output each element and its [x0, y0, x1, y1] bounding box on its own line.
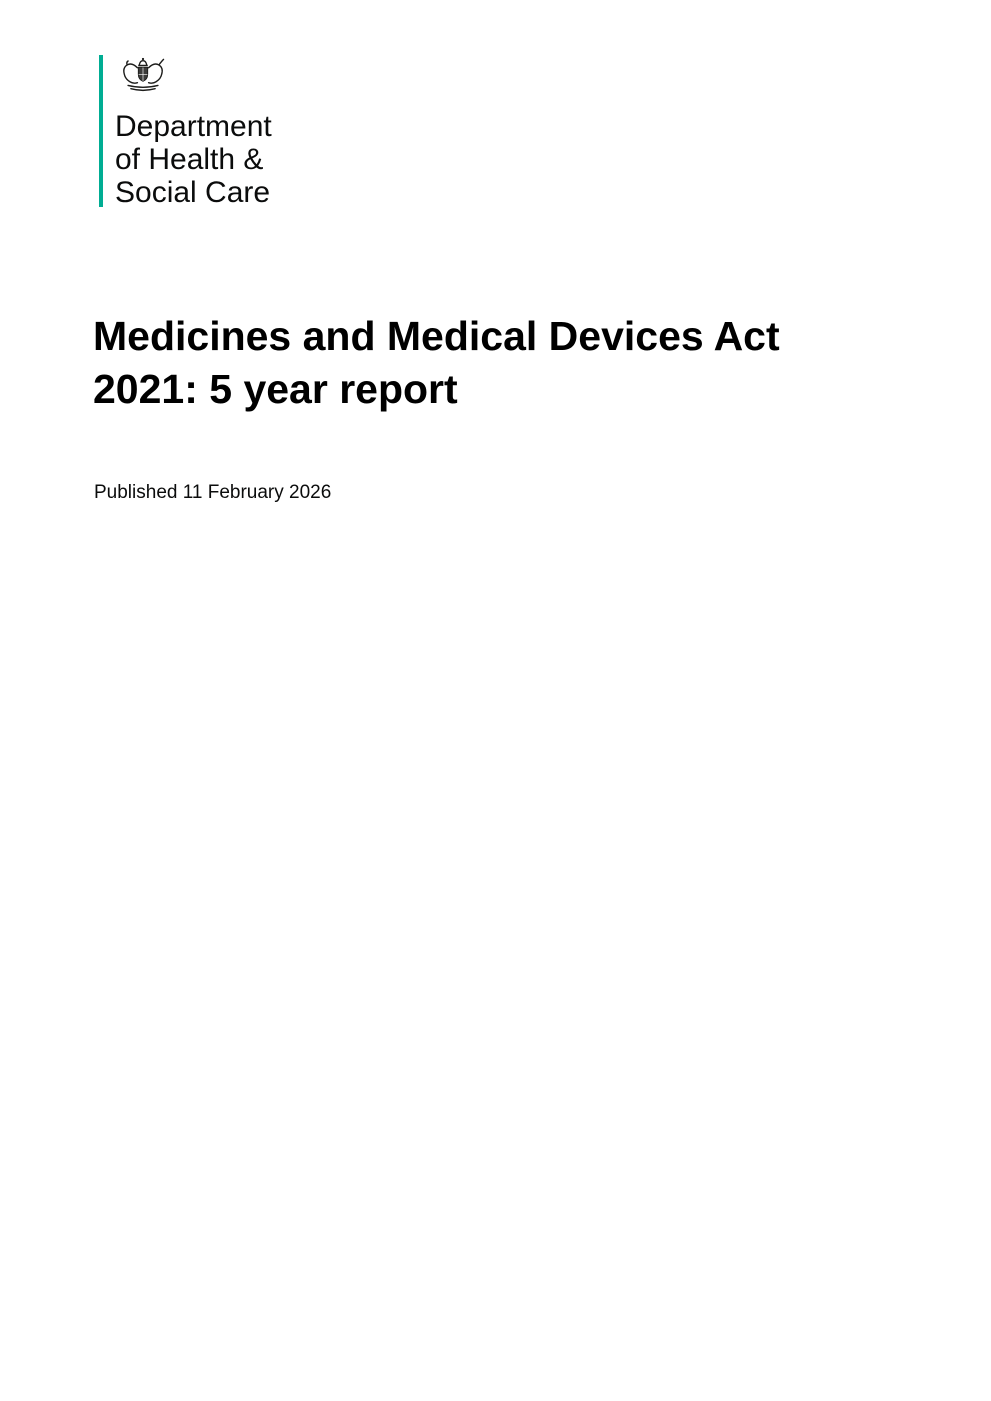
published-date: Published 11 February 2026 — [94, 482, 332, 503]
teal-accent-bar — [99, 55, 103, 207]
department-name-line-2: of Health & — [115, 143, 264, 176]
department-name — [115, 110, 272, 209]
page-title-line-1: Medicines and Medical Devices Act — [93, 313, 780, 359]
page-title — [93, 310, 780, 416]
royal-coat-of-arms-icon — [115, 55, 171, 101]
department-name-line-3: Social Care — [115, 176, 271, 209]
page-title-line-2: 2021: 5 year report — [93, 366, 458, 412]
dhsc-logo — [99, 55, 272, 209]
logo-content — [115, 55, 272, 209]
department-name-line-1: Department — [115, 110, 272, 143]
